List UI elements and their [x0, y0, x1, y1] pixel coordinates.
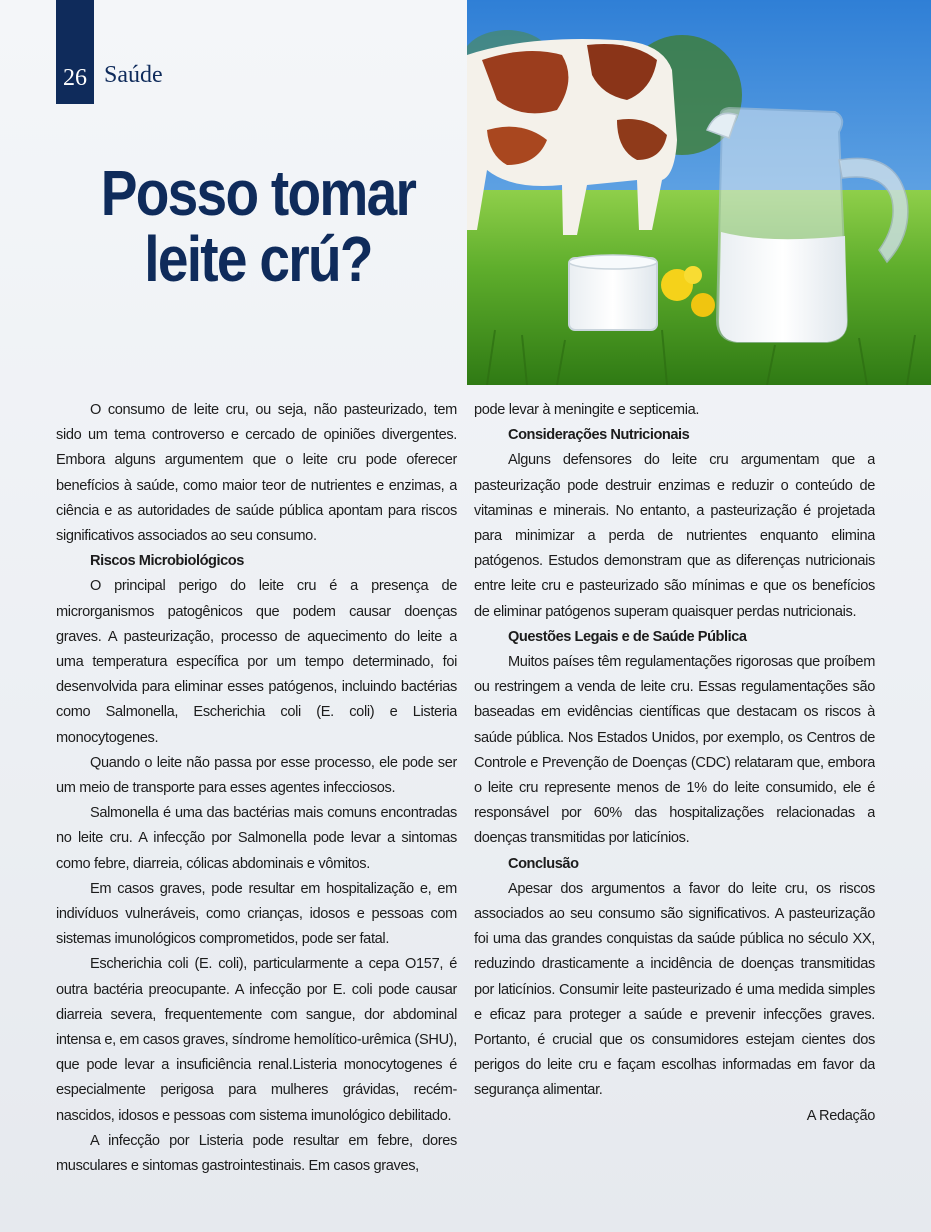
paragraph: Quando o leite não passa por esse processo, ele pode ser um meio de transporte para esses agentes infecciosos. [56, 754, 457, 797]
paragraph: Em casos graves, pode resultar em hospitalização e, em indivíduos vulneráveis, como crianças, idosos e pessoas com sistemas imunológicos comprometidos, pode ser fatal. [56, 880, 457, 948]
heading-conclusao: Conclusão [508, 855, 579, 872]
paragraph: Muitos países têm regulamentações rigorosas que proíbem ou restringem a venda de leite cru. Essas regulamentações são baseadas em evidências científicas que destacam os riscos à saúde pública. Nos Estados Unidos, por exemplo, os Centros de Controle e Prevenção de Doenças (CDC) relataram que, embora o leite cru represente menos de 1% do leite consumido, ele é responsável por 60% das hospitalizações relacionadas a doenças transmitidas por laticínios. [474, 654, 875, 847]
paragraph: Apesar dos argumentos a favor do leite cru, os riscos associados ao seu consumo são significativos. A pasteurização foi uma das grandes conquistas da saúde pública no século XX, reduzindo drasticamente a incidência de doenças transmitidas por laticínios. Consumir leite pasteurizado é uma medida simples e eficaz para proteger a saúde e prevenir infecções graves. Portanto, é crucial que os consumidores estejam cientes dos perigos do leite cru e façam escolhas informadas em favor da segurança alimentar. [474, 880, 875, 1099]
paragraph: Salmonella é uma das bactérias mais comuns encontradas no leite cru. A infecção por Salmonella pode levar a sintomas como febre, diarreia, cólicas abdominais e vômitos. [56, 805, 457, 872]
page-number-tab [56, 0, 94, 104]
heading-nutricionais: Considerações Nutricionais [508, 427, 690, 444]
page-title [84, 157, 431, 295]
title-line-2: leite crú? [144, 223, 372, 295]
signature: A Redação [806, 1107, 875, 1124]
cow-milk-photo-icon [467, 0, 931, 385]
paragraph: Escherichia coli (E. coli), particularmente a cepa O157, é outra bactéria preocupante. A infecção por E. coli pode causar diarreia severa, frequentemente com sangue, dor abdominal intensa e, em casos graves, síndrome hemolítico-urêmica (SHU), que pode levar a insuficiência renal.Listeria monocytogenes é especialmente perigosa para mulheres grávidas, recém-nascidos, idosos e pessoas com sistema imunológico debilitado. [56, 956, 457, 1124]
section-label: Saúde [104, 62, 163, 88]
heading-legais: Questões Legais e de Saúde Pública [508, 628, 747, 645]
heading-riscos: Riscos Microbiológicos [90, 553, 244, 570]
page-number: 26 [63, 65, 87, 91]
paragraph-intro: O consumo de leite cru, ou seja, não pasteurizado, tem sido um tema controverso e cercado de opiniões divergentes. Embora alguns argumentem que o leite cru pode oferecer benefícios à saúde, como maior teor de nutrientes e enzimas, a ciência e as autoridades de saúde pública apontam para riscos significativos associados ao seu consumo. [56, 402, 457, 545]
paragraph: A infecção por Listeria pode resultar em febre, dores musculares e sintomas gastrointestinais. Em casos graves, [56, 1132, 457, 1175]
title-line-1: Posso tomar [100, 157, 416, 229]
paragraph: O principal perigo do leite cru é a presença de microrganismos patogênicos que podem causar doenças graves. A pasteurização, processo de aquecimento do leite a uma temperatura específica por um tempo determinado, foi desenvolvida para eliminar esses patógenos, incluindo bactérias como Salmonella, Escherichia coli (E. coli) e Listeria monocytogenes. [56, 578, 457, 746]
article-column-right [474, 398, 875, 1188]
paragraph-continued: pode levar à meningite e septicemia. [474, 402, 700, 418]
paragraph: Alguns defensores do leite cru argumentam que a pasteurização pode destruir enzimas e reduzir o conteúdo de vitaminas e minerais. No entanto, a pasteurização é projetada para minimizar a perda de nutrientes enquanto elimina patógenos. Estudos demonstram que as diferenças nutricionais entre leite cru e pasteurizado são mínimas e que os benefícios de eliminar patógenos superam quaisquer perdas nutricionais. [474, 452, 875, 620]
article-column-left [56, 398, 457, 1188]
